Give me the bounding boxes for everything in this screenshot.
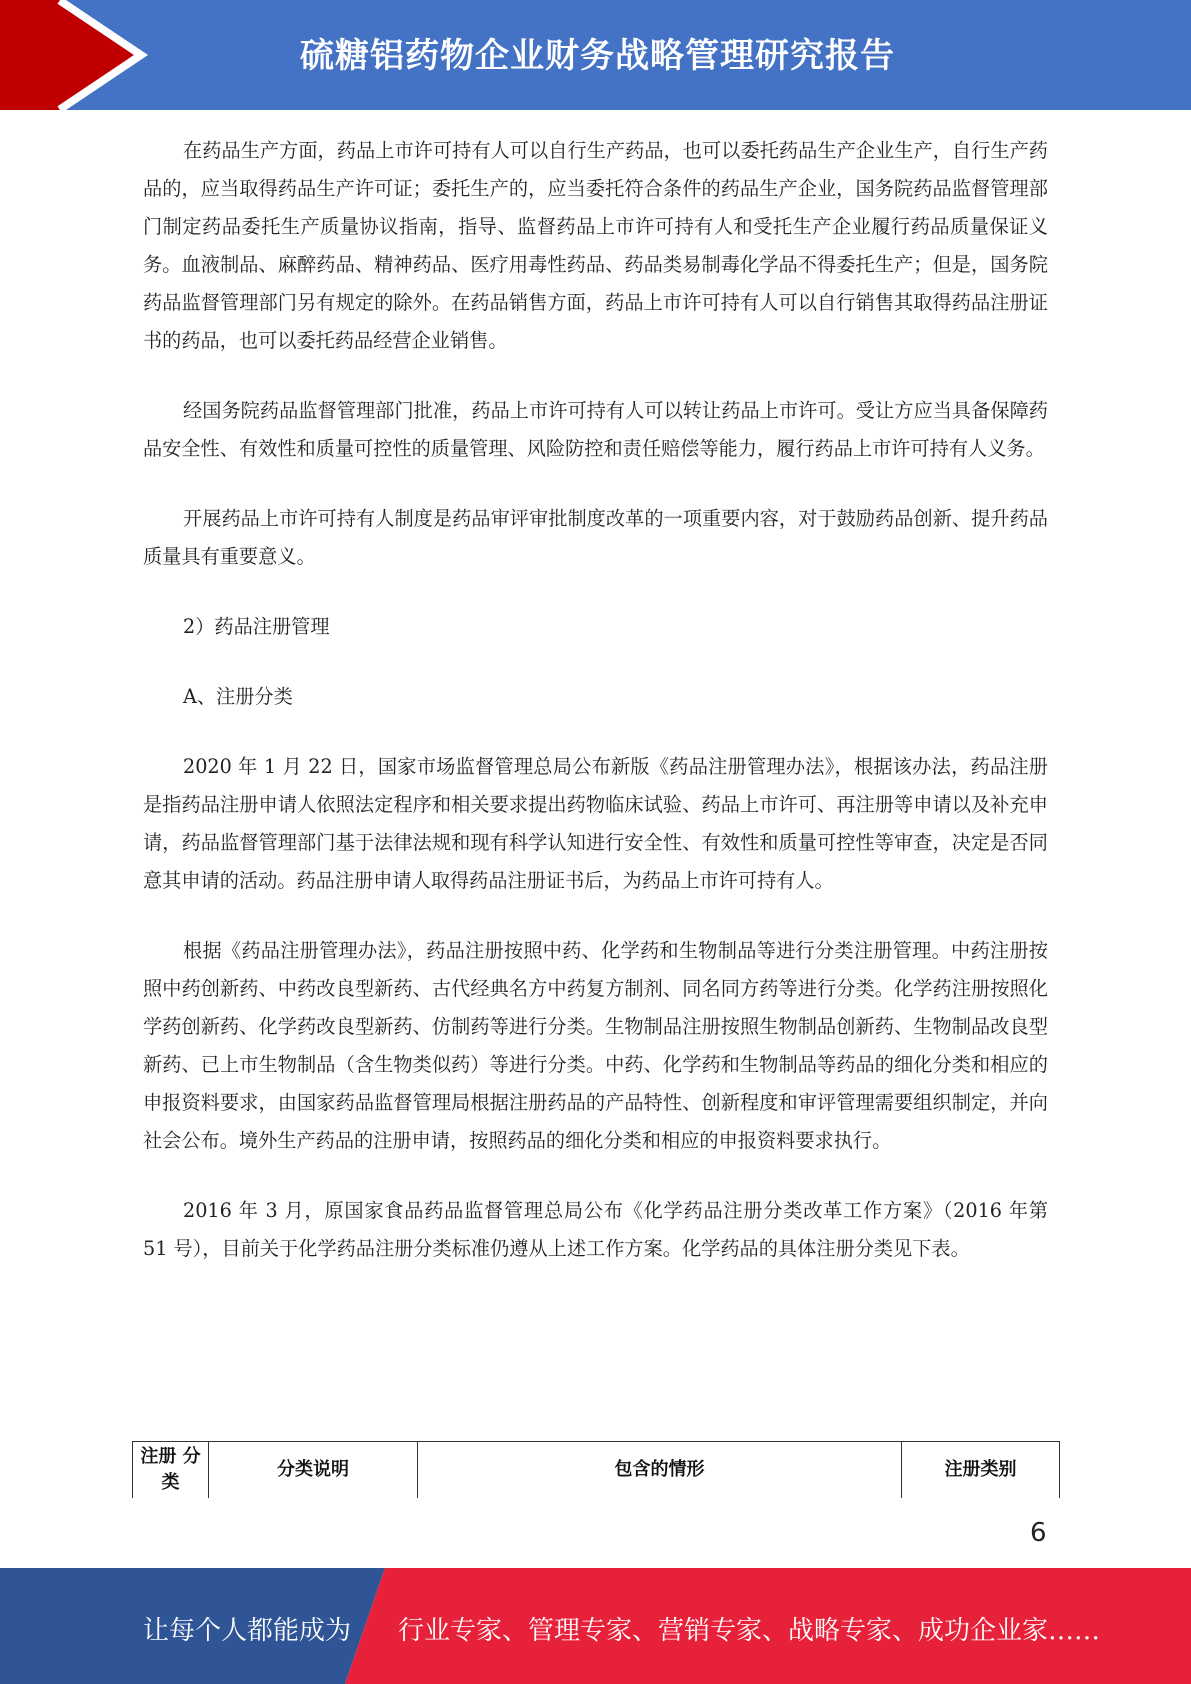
section-heading-registration: 2）药品注册管理 xyxy=(183,615,330,638)
footer-banner xyxy=(0,1568,1191,1684)
paragraph-2016-plan: 2016 年 3 月，原国家食品药品监督管理总局公布《化学药品注册分类改革工作方案》（2016 年第 51 号），目前关于化学药品注册分类标准仍遵从上述工作方案。化学药品的具体注册分类见下表。 xyxy=(143,1199,1048,1260)
page-number: 6 xyxy=(1030,1518,1047,1548)
report-title: 硫糖铝药物企业财务战略管理研究报告 xyxy=(300,36,895,76)
table-header-row xyxy=(133,1442,1060,1499)
header-registration-category: 注册类别 xyxy=(902,1442,1060,1499)
paragraph-transfer: 经国务院药品监督管理部门批准，药品上市许可持有人可以转让药品上市许可。受让方应当具备保障药品安全性、有效性和质量可控性的质量管理、风险防控和责任赔偿等能力，履行药品上市许可持有人义务。 xyxy=(143,399,1048,460)
header-class-description: 分类说明 xyxy=(209,1442,418,1499)
registration-table xyxy=(132,1441,1060,1498)
footer-slogan-right: 行业专家、管理专家、营销专家、战略专家、成功企业家…… xyxy=(398,1616,1101,1646)
paragraph-production: 在药品生产方面，药品上市许可持有人可以自行生产药品，也可以委托药品生产企业生产，自行生产药品的，应当取得药品生产许可证；委托生产的，应当委托符合条件的药品生产企业，国务院药品监督管理部门制定药品委托生产质量协议指南，指导、监督药品上市许可持有人和受托生产企业履行药品质量保证义务。血液制品、麻醉药品、精神药品、医疗用毒性药品、药品类易制毒化学品不得委托生产；但是，国务院药品监督管理部门另有规定的除外。在药品销售方面，药品上市许可持有人可以自行销售其取得药品注册证书的药品，也可以委托药品经营企业销售。 xyxy=(143,139,1048,352)
document-body xyxy=(143,132,1048,1300)
header-banner xyxy=(0,0,1191,110)
paragraph-2020-regulation: 2020 年 1 月 22 日，国家市场监督管理总局公布新版《药品注册管理办法》，根据该办法，药品注册是指药品注册申请人依照法定程序和相关要求提出药物临床试验、药品上市许可、再注册等申请以及补充申请，药品监督管理部门基于法律法规和现有科学认知进行安全性、有效性和质量可控性等审查，决定是否同意其申请的活动。药品注册申请人取得药品注册证书后，为药品上市许可持有人。 xyxy=(143,755,1048,892)
footer-slogan-left: 让每个人都能成为 xyxy=(143,1616,352,1646)
paragraph-significance: 开展药品上市许可持有人制度是药品审评审批制度改革的一项重要内容，对于鼓励药品创新、提升药品质量具有重要意义。 xyxy=(143,507,1048,568)
header-included-cases: 包含的情形 xyxy=(418,1442,902,1499)
header-registration-class: 注册 分类 xyxy=(133,1442,209,1499)
subsection-heading-classification: A、注册分类 xyxy=(183,685,293,708)
paragraph-classification-detail: 根据《药品注册管理办法》，药品注册按照中药、化学药和生物制品等进行分类注册管理。中药注册按照中药创新药、中药改良型新药、古代经典名方中药复方制剂、同名同方药等进行分类。化学药注册按照化学药创新药、化学药改良型新药、仿制药等进行分类。生物制品注册按照生物制品创新药、生物制品改良型新药、已上市生物制品（含生物类似药）等进行分类。中药、化学药和生物制品等药品的细化分类和相应的申报资料要求，由国家药品监督管理局根据注册药品的产品特性、创新程度和审评管理需要组织制定，并向社会公布。境外生产药品的注册申请，按照药品的细化分类和相应的申报资料要求执行。 xyxy=(143,939,1048,1152)
